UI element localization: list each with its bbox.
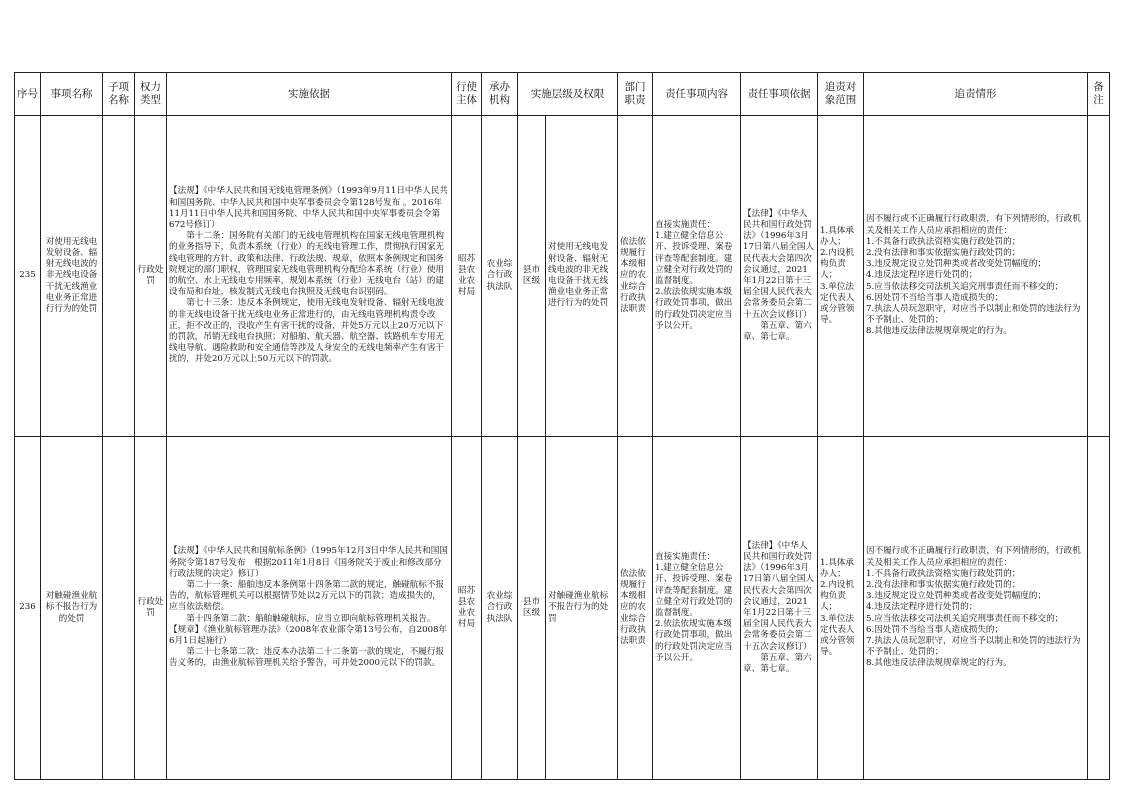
cell-name: 对触碰渔业航标不报告行为的处罚 — [41, 437, 103, 780]
cell-resp-basis: 【法律】《中华人民共和国行政处罚法》（1996年3月17日第八届全国人民代表大会第四次会议通过，2021年1月22日第十三届全国人民代表大会常务委员会第二十五次会议修订） 第五章、第六章、第七章。 — [741, 437, 818, 780]
cell-sub — [103, 116, 135, 437]
header-sub: 子项名称 — [103, 73, 135, 116]
header-seq: 序号 — [15, 73, 41, 116]
header-basis: 实施依据 — [167, 73, 452, 116]
header-name: 事项名称 — [41, 73, 103, 116]
cell-level-a: 县市区级 — [518, 437, 546, 780]
header-situation: 追责情形 — [864, 73, 1088, 116]
cell-level-b: 对触碰渔业航标不报告行为的处罚 — [546, 437, 618, 780]
cell-dept: 依法依规履行本级相应的农业综合行政执法职责 — [618, 437, 653, 780]
header-remark: 备注 — [1088, 73, 1110, 116]
responsibility-list-table — [14, 72, 1110, 780]
cell-remark — [1088, 437, 1110, 780]
cell-scope: 1.具体承办人； 2.内设机构负责人； 3.单位法定代表人或分管领导。 — [818, 437, 864, 780]
cell-seq: 235 — [15, 116, 41, 437]
cell-subject: 昭苏县农业农村局 — [452, 437, 482, 780]
cell-undertaker: 农业综合行政执法队 — [482, 116, 518, 437]
header-row — [15, 73, 1110, 116]
cell-undertaker: 农业综合行政执法队 — [482, 437, 518, 780]
cell-type: 行政处罚 — [135, 437, 167, 780]
header-type: 权力类型 — [135, 73, 167, 116]
header-subject: 行使主体 — [452, 73, 482, 116]
cell-situation: 因不履行或不正确履行行政职责，有下列情形的，行政机关及相关工作人员应承担相应的责任： 1.不具备行政执法资格实施行政处罚的； 2.没有法律和事实依据实施行政处罚的； 3.违反规定设立处罚种类或者改变处罚幅度的； 4.违反法定程序进行处罚的； 5.应当依法移交司法机关追究刑事责任而不移交的； 6.因处罚不当给当事人造成损失的； 7.执法人员玩忽职守，对应当予以制止和处罚的违法行为不予制止、处罚的； 8.其他违反法律法规规章规定的行为。 — [864, 116, 1088, 437]
cell-resp-content: 直接实施责任： 1.建立健全信息公开、投诉受理、案卷评查等配套制度。建立健全对行政处罚的监督制度。 2.依法依规实施本级行政处罚事项，做出的行政处罚决定应当予以公开。 — [653, 116, 741, 437]
header-scope: 追责对象范围 — [818, 73, 864, 116]
cell-name: 对使用无线电发射设备、辐射无线电波的非无线电设备干扰无线渔业电业务正常进行行为的处罚 — [41, 116, 103, 437]
cell-subject: 昭苏县农业农村局 — [452, 116, 482, 437]
cell-seq: 236 — [15, 437, 41, 780]
cell-basis: 【法规】《中华人民共和国无线电管理条例》（1993年9月11日中华人民共和国国务院、中华人民共和国中央军事委员会令第128号发布 。2016年11月11日中华人民共和国国务院、中华人民共和国中央军事委员会令第672号修订） 第十二条：国务院有关部门的无线电管理机构在国家无线电管理机构的业务指导下，负责本系统（行业）的无线电管理工作，贯彻执行国家无线电管理的方针、政策和法律、行政法规、规章，依照本条例规定和国务院规定的部门职权，管理国家无线电管理机构分配给本系统（行业）使用的航空、水上无线电专用频率，规划本系统（行业）无线电台（站）的建设布局和台址，核发制式无线电台执照及无线电台识别码。 第七十三条：违反本条例规定，使用无线电发射设备、辐射无线电波的非无线电设备干扰无线电业务正常进行的，由无线电管理机构责令改正，拒不改正的，没收产生有害干扰的设备，并处5万元以上20万元以下的罚款，吊销无线电台执照；对船舶、航天器、航空器、铁路机车专用无线电导航、遇险救助和安全通信等涉及人身安全的无线电频率产生有害干扰的，并处20万元以上50万元以下的罚款。 — [167, 116, 452, 437]
cell-scope: 1.具体承办人； 2.内设机构负责人； 3.单位法定代表人或分管领导。 — [818, 116, 864, 437]
cell-remark — [1088, 116, 1110, 437]
table-row — [15, 116, 1110, 437]
cell-sub — [103, 437, 135, 780]
header-undertaker: 承办机构 — [482, 73, 518, 116]
header-resp-content: 责任事项内容 — [653, 73, 741, 116]
cell-level-b: 对使用无线电发射设备、辐射无线电波的非无线电设备干扰无线渔业电业务正常进行行为的处罚 — [546, 116, 618, 437]
table-row — [15, 437, 1110, 780]
cell-resp-basis: 【法律】《中华人民共和国行政处罚法》（1996年3月17日第八届全国人民代表大会第四次会议通过，2021年1月22日第十三届全国人民代表大会常务委员会第二十五次会议修订） 第五章、第六章、第七章。 — [741, 116, 818, 437]
header-level: 实施层级及权限 — [518, 73, 618, 116]
header-dept: 部门职责 — [618, 73, 653, 116]
cell-dept: 依法依规履行本级相应的农业综合行政执法职责 — [618, 116, 653, 437]
cell-level-a: 县市区级 — [518, 116, 546, 437]
cell-type: 行政处罚 — [135, 116, 167, 437]
cell-basis: 【法规】《中华人民共和国航标条例》（1995年12月3日中华人民共和国国务院令第187号发布 根据2011年1月8日《国务院关于废止和修改部分行政法规的决定》修订） 第二十一条：船舶违反本条例第十四条第二款的规定，触碰航标不报告的，航标管理机关可以根据情节处以2万元以下的罚款；造成损失的，应当依法赔偿。 第十四条第二款：船舶触碰航标，应当立即向航标管理机关报告。 【规章】《渔业航标管理办法》（2008年农业部令第13号公布，自2008年6月1日起施行） 第二十七条第二款：违反本办法第二十二条第一款的规定，不履行报告义务的，由渔业航标管理机关给予警告，可并处2000元以下的罚款。 — [167, 437, 452, 780]
cell-situation: 因不履行或不正确履行行政职责，有下列情形的，行政机关及相关工作人员应承担相应的责任： 1.不具备行政执法资格实施行政处罚的； 2.没有法律和事实依据实施行政处罚的； 3.违反规定设立处罚种类或者改变处罚幅度的； 4.违反法定程序进行处罚的； 5.应当依法移交司法机关追究刑事责任而不移交的； 6.因处罚不当给当事人造成损失的； 7.执法人员玩忽职守，对应当予以制止和处罚的违法行为不予制止、处罚的； 8.其他违反法律法规规章规定的行为。 — [864, 437, 1088, 780]
cell-resp-content: 直接实施责任： 1.建立健全信息公开、投诉受理、案卷评查等配套制度。建立健全对行政处罚的监督制度。 2.依法依规实施本级行政处罚事项，做出的行政处罚决定应当予以公开。 — [653, 437, 741, 780]
header-resp-basis: 责任事项依据 — [741, 73, 818, 116]
